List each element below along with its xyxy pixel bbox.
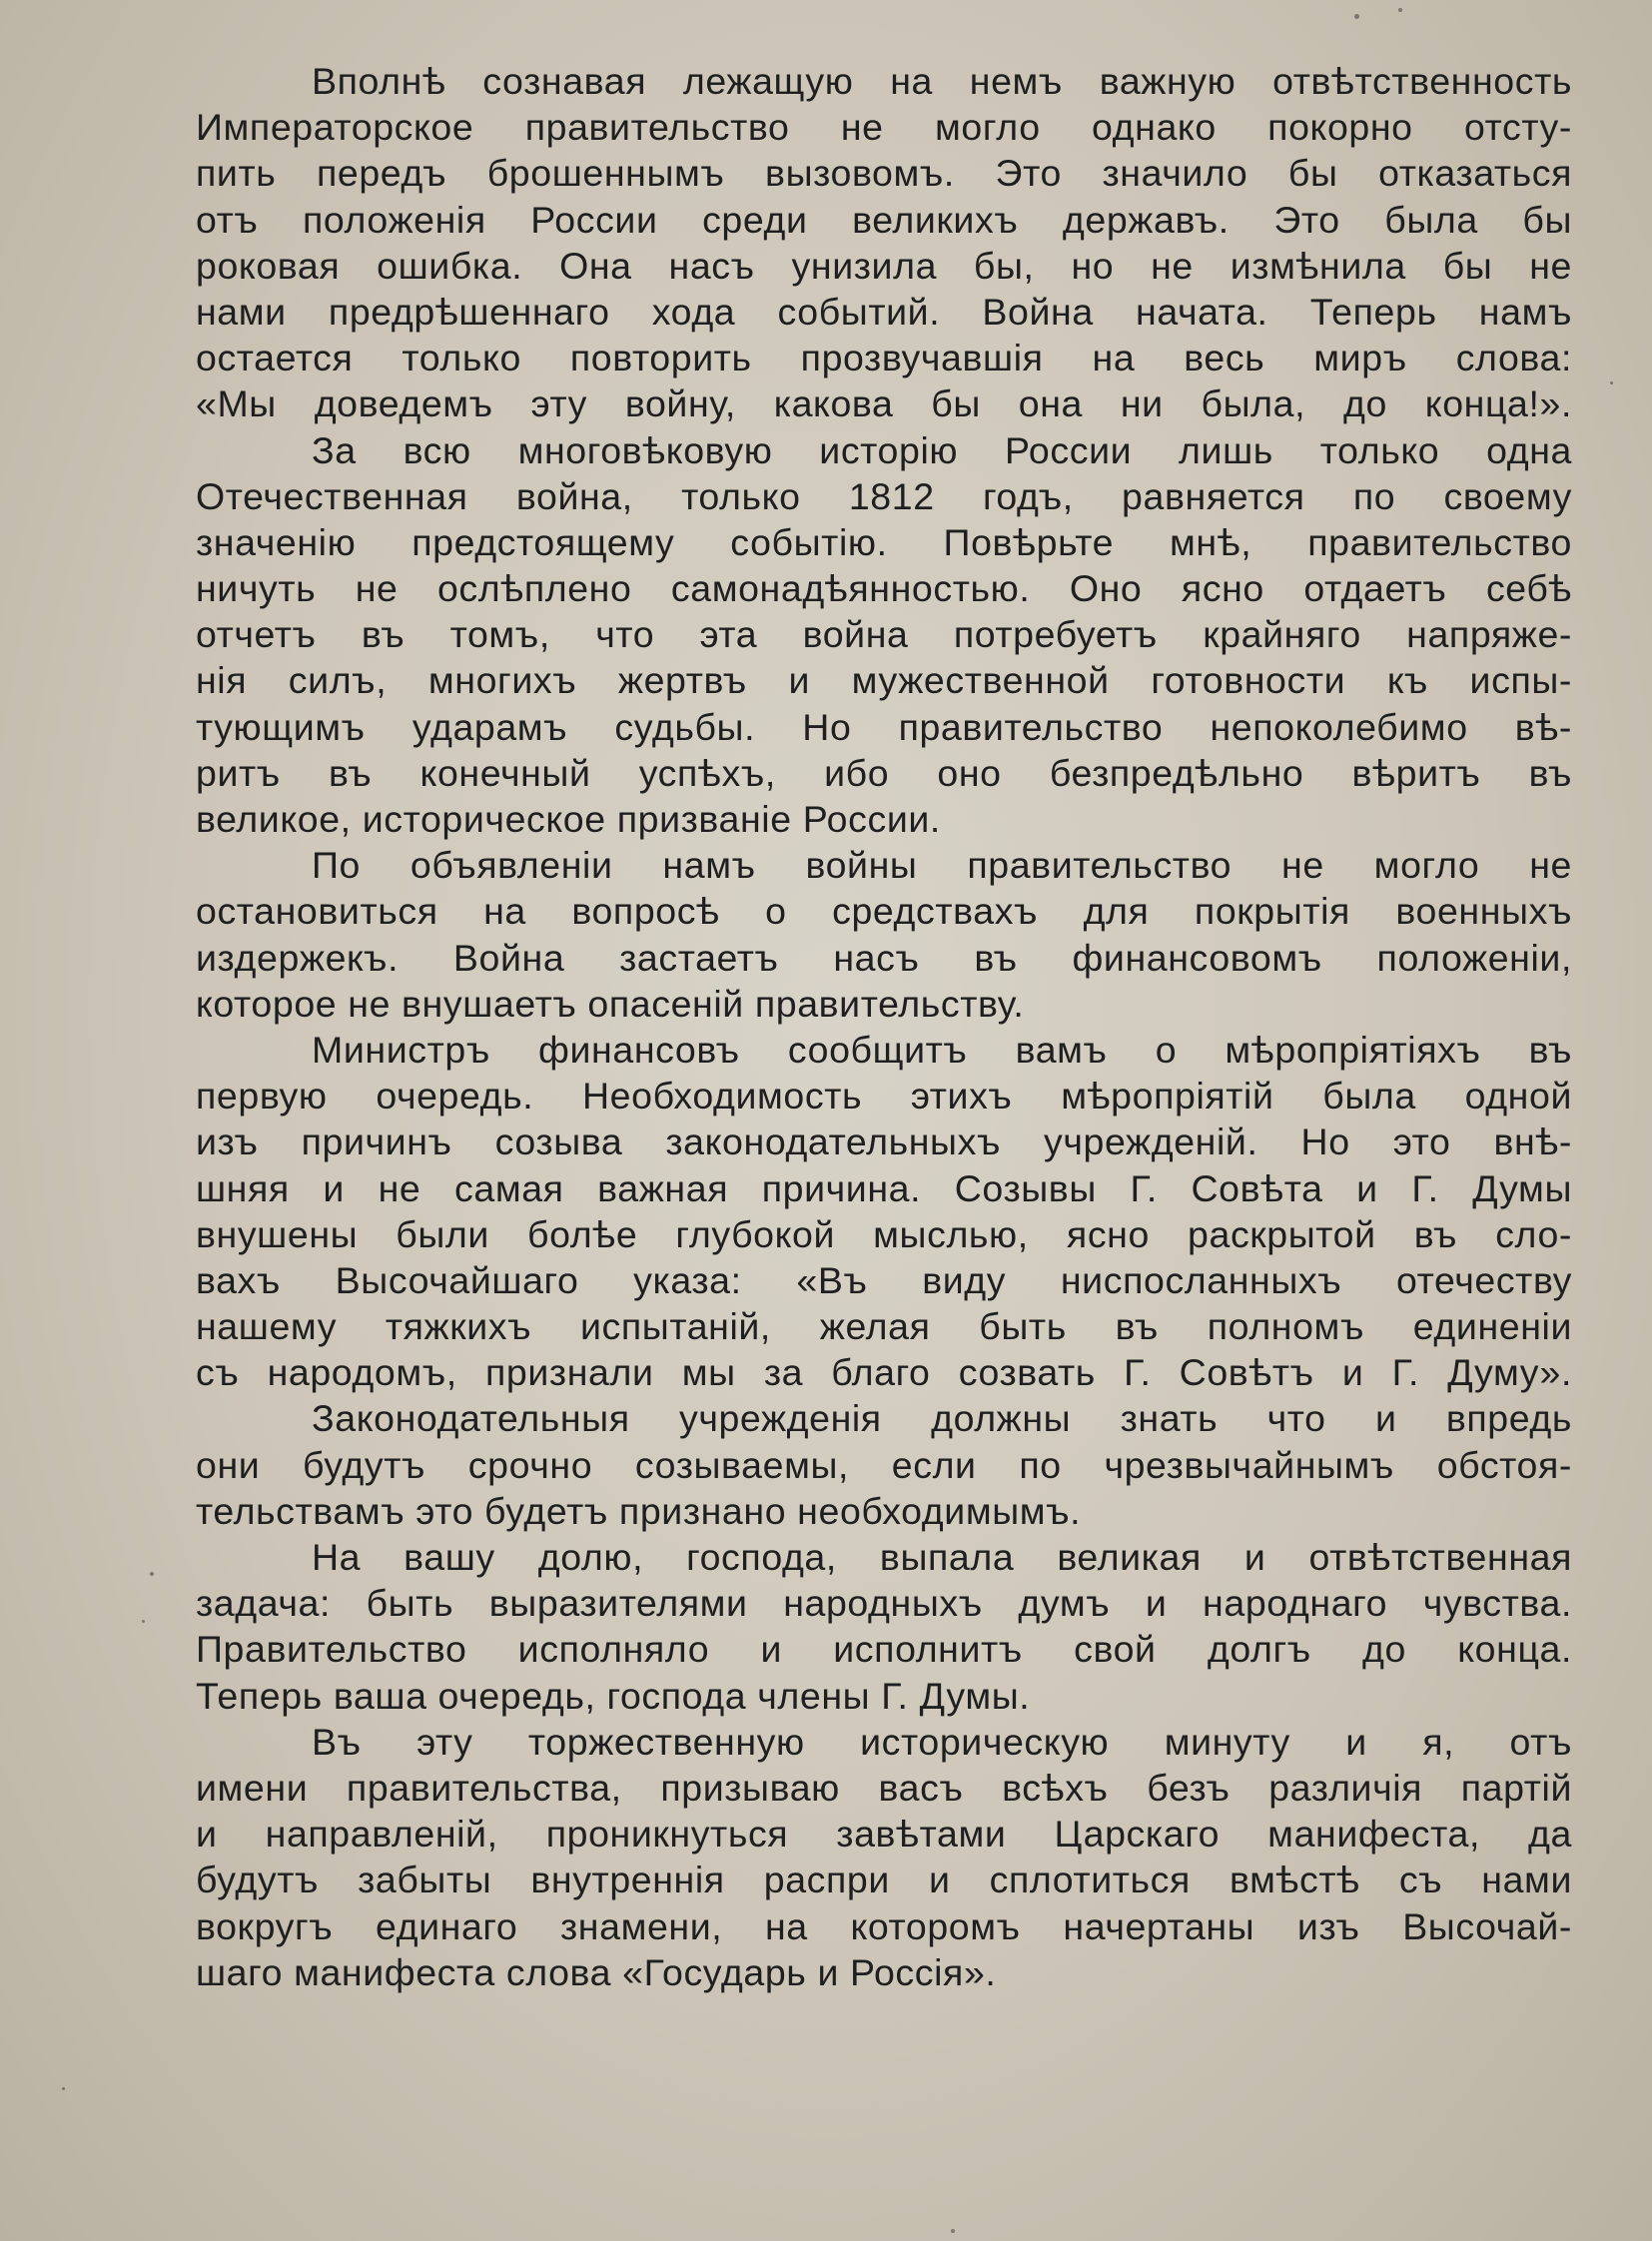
text-line: внушены были болѣе глубокой мыслью, ясно раскрытой въ сло- [196,1212,1572,1255]
text-line: Теперь ваша очередь, господа члены Г. Думы. [196,1674,1031,1717]
paragraph [196,1534,1572,1719]
text-line: тельствамъ это будетъ признано необходимымъ. [196,1489,1082,1532]
text-line: Императорское правительство не могло однако покорно отсту- [196,106,1572,149]
text-line: отъ положенія России среди великихъ державъ. Это была бы [196,198,1572,241]
text-line: На вашу долю, господа, выпала великая и отвѣтственная [312,1536,1572,1578]
paper-speck [1610,381,1613,384]
paragraph [196,1395,1572,1534]
text-line: остановиться на вопросѣ о средствахъ для покрытія военныхъ [196,890,1572,933]
paper-speck [142,1620,145,1623]
text-line: нами предрѣшеннаго хода событий. Война начата. Теперь намъ [196,290,1572,333]
paper-speck [1398,8,1402,12]
text-line: вахъ Высочайшаго указа: «Въ виду ниспосланныхъ отечеству [196,1258,1572,1301]
text-line: и направленій, проникнуться завѣтами Царскаго манифеста, да [196,1813,1572,1856]
paper-speck [150,1572,154,1576]
text-line: которое не внушаетъ опасеній правительству. [196,982,1025,1025]
paragraph [196,1027,1572,1396]
text-line: шняя и не самая важная причина. Созывы Г. Совѣта и Г. Думы [196,1166,1572,1209]
text-line: они будутъ срочно созываемы, если по чрезвычайнымъ обстоя- [196,1443,1572,1486]
paragraph [196,58,1572,427]
text-line: ритъ въ конечный успѣхъ, ибо оно безпредѣльно вѣритъ въ [196,751,1572,794]
text-line: По объявленіи намъ войны правительство не могло не [312,844,1572,887]
text-line: За всю многовѣковую исторію России лишь только одна [312,428,1572,471]
text-line: имени правительства, призываю васъ всѣхъ безъ различія партій [196,1766,1572,1809]
text-line: великое, историческое призваніе России. [196,798,941,840]
text-line: первую очередь. Необходимость этихъ мѣропріятій была одной [196,1075,1572,1118]
text-line: Министръ финансовъ сообщитъ вамъ о мѣропріятіяхъ въ [312,1028,1572,1071]
text-line: роковая ошибка. Она насъ унизила бы, но не измѣнила бы не [196,244,1572,287]
text-line: нашему тяжкихъ испытаній, желая быть въ полномъ единеніи [196,1305,1572,1348]
text-line: Правительство исполняло и исполнитъ свой долгъ до конца. [196,1628,1572,1671]
text-line: Въ эту торжественную историческую минуту и я, отъ [312,1720,1572,1763]
text-line: будутъ забыты внутреннія распри и сплотиться вмѣстѣ съ нами [196,1859,1572,1901]
text-line: изъ причинъ созыва законодательныхъ учрежденій. Но это внѣ- [196,1120,1572,1163]
text-line: Отечественная война, только 1812 годъ, равняется по своему [196,474,1572,517]
document-body [196,58,1572,1995]
text-line: задача: быть выразителями народныхъ думъ и народнаго чувства. [196,1582,1572,1625]
text-line: издержекъ. Война застаетъ насъ въ финансовомъ положеніи, [196,936,1572,979]
text-line: нія силъ, многихъ жертвъ и мужественной готовности къ испы- [196,659,1572,702]
paragraph [196,1719,1572,1995]
text-line: «Мы доведемъ эту войну, какова бы она ни была, до конца!». [196,382,1572,425]
text-line: пить передъ брошеннымъ вызовомъ. Это значило бы отказаться [196,152,1572,195]
text-line: шаго манифеста слова «Государь и Россія». [196,1950,997,1993]
text-line: значенію предстоящему событію. Повѣрьте мнѣ, правительство [196,520,1572,563]
text-line: ничуть не ослѣплено самонадѣянностью. Оно ясно отдаетъ себѣ [196,567,1572,610]
paragraph [196,427,1572,843]
text-line: тующимъ ударамъ судьбы. Но правительство непоколебимо вѣ- [196,705,1572,748]
paragraph [196,842,1572,1027]
paper-speck [62,2087,65,2090]
paper-speck [951,2229,955,2233]
text-line: Вполнѣ сознавая лежащую на немъ важную отвѣтственность [312,60,1572,102]
text-line: отчетъ въ томъ, что эта война потребуетъ крайняго напряже- [196,613,1572,656]
paper-speck [1354,14,1359,19]
text-line: вокругъ единаго знамени, на которомъ начертаны изъ Высочай- [196,1904,1572,1947]
text-line: остается только повторить прозвучавшія на весь миръ слова: [196,337,1572,379]
text-line: съ народомъ, признали мы за благо созвать Г. Совѣтъ и Г. Думу». [196,1351,1572,1394]
text-line: Законодательныя учрежденія должны знать что и впредь [312,1397,1572,1440]
